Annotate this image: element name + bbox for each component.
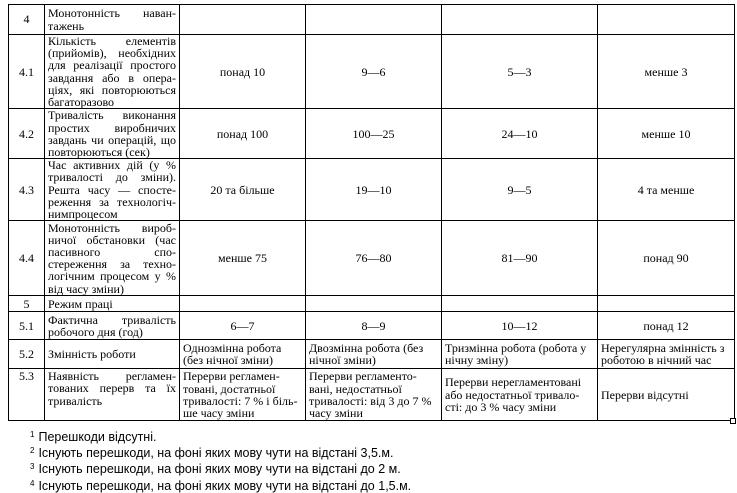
cell-level-3: 10—12 [442, 312, 598, 340]
cell-level-4: понад 90 [598, 221, 735, 296]
cell-level-2: 100—25 [306, 109, 442, 159]
cell-level-1: Однозмінна робота (без нічної зміни) [180, 340, 306, 369]
row-description: Час активних дій (у % тривалості до зміни). Решта часу — спосте-реження за технологіч-нимпроцесом [45, 159, 180, 221]
row-number: 4.4 [9, 221, 45, 296]
cell-level-2 [306, 5, 442, 35]
cell-level-3: Перерви нерегламентовані або недостатньої тривало-сті: до 3 % часу зміни [442, 369, 598, 421]
cell-level-1 [180, 296, 306, 312]
footnote-text: Існують перешкоди, на фоні яких мову чути на відстані 3,5.м. [38, 446, 394, 461]
footnote-text: Існують перешкоди, на фоні яких мову чути на відстані до 1,5.м. [38, 478, 412, 493]
row-description: Монотонність вироб-ничої обстановки (час пасивного спо-стереження за техно-логічним процесом у % від часу зміни) [45, 221, 180, 296]
footnote-text: Перешкоди відсутні. [38, 430, 157, 444]
cell-level-4: 4 та менше [598, 159, 735, 221]
cell-level-1 [180, 5, 306, 35]
cell-level-2 [306, 296, 442, 312]
table-row [9, 159, 735, 221]
cell-level-4 [598, 5, 735, 35]
footnotes [30, 428, 411, 493]
footnote-text: Існують перешкоди, на фоні яких мову чути на відстані до 2 м. [38, 462, 401, 477]
table-resize-handle[interactable] [730, 418, 736, 424]
row-description: Фактична тривалість робочого дня (год) [45, 312, 180, 340]
row-number: 5.2 [9, 340, 45, 369]
row-number: 5.1 [9, 312, 45, 340]
cell-level-4 [598, 296, 735, 312]
row-description: Тривалість виконання простих виробничих завдань чи операцій, що повторюються (сек) [45, 109, 180, 159]
cell-level-1: понад 10 [180, 35, 306, 109]
table-row [9, 221, 735, 296]
row-number: 4.2 [9, 109, 45, 159]
table-row [9, 312, 735, 340]
cell-level-3: 5—3 [442, 35, 598, 109]
cell-level-4: понад 12 [598, 312, 735, 340]
row-description: Монотонність наван-тажень [45, 5, 180, 35]
table-row [9, 296, 735, 312]
row-description: Змінність роботи [45, 340, 180, 369]
cell-level-4: Нерегулярна змінність з роботою в нічний час [598, 340, 735, 369]
cell-level-3: Тризмінна робота (робота у нічну зміну) [442, 340, 598, 369]
row-description: Наявність регламен-тованих перерв та їх тривалість [45, 369, 180, 421]
cell-level-3 [442, 296, 598, 312]
cell-level-2: Двозмінна робота (без нічної зміни) [306, 340, 442, 369]
cell-level-1: 20 та більше [180, 159, 306, 221]
cell-level-3: 9—5 [442, 159, 598, 221]
cell-level-3: 24—10 [442, 109, 598, 159]
cell-level-2: 76—80 [306, 221, 442, 296]
criteria-table [8, 4, 735, 421]
cell-level-1: понад 100 [180, 109, 306, 159]
table-row [9, 35, 735, 109]
row-number: 5 [9, 296, 45, 312]
table-row [9, 369, 735, 421]
cell-level-2: 9—6 [306, 35, 442, 109]
row-number: 4 [9, 5, 45, 35]
footnote-mark: 2 [30, 446, 35, 456]
footnote-mark: 4 [30, 478, 35, 488]
footnote [30, 444, 411, 460]
cell-level-1: Перерви регламен-товані, достатньої тривалості: 7 % і біль-ше часу зміни [180, 369, 306, 421]
footnote-mark: 3 [30, 462, 35, 472]
cell-level-3: 81—90 [442, 221, 598, 296]
cell-level-1: менше 75 [180, 221, 306, 296]
cell-level-4: Перерви відсутні [598, 369, 735, 421]
table-row [9, 109, 735, 159]
cell-level-2: Перерви регламенто-вані, недостатньої тривалості: від 3 до 7 % часу зміни [306, 369, 442, 421]
row-number: 5.3 [9, 369, 45, 421]
footnote [30, 460, 411, 476]
cell-level-3 [442, 5, 598, 35]
row-description: Кількість елементів (прийомів), необхідних для реалізації простого завдання або в опера-ціях, які повторюються багаторазово [45, 35, 180, 109]
cell-level-2: 8—9 [306, 312, 442, 340]
cell-level-4: менше 3 [598, 35, 735, 109]
footnote-mark: 1 [30, 430, 35, 439]
footnote [30, 477, 411, 493]
row-description: Режим праці [45, 296, 180, 312]
row-number: 4.3 [9, 159, 45, 221]
table-row [9, 340, 735, 369]
footnote [30, 428, 411, 444]
cell-level-1: 6—7 [180, 312, 306, 340]
cell-level-2: 19—10 [306, 159, 442, 221]
table-row [9, 5, 735, 35]
cell-level-4: менше 10 [598, 109, 735, 159]
row-number: 4.1 [9, 35, 45, 109]
